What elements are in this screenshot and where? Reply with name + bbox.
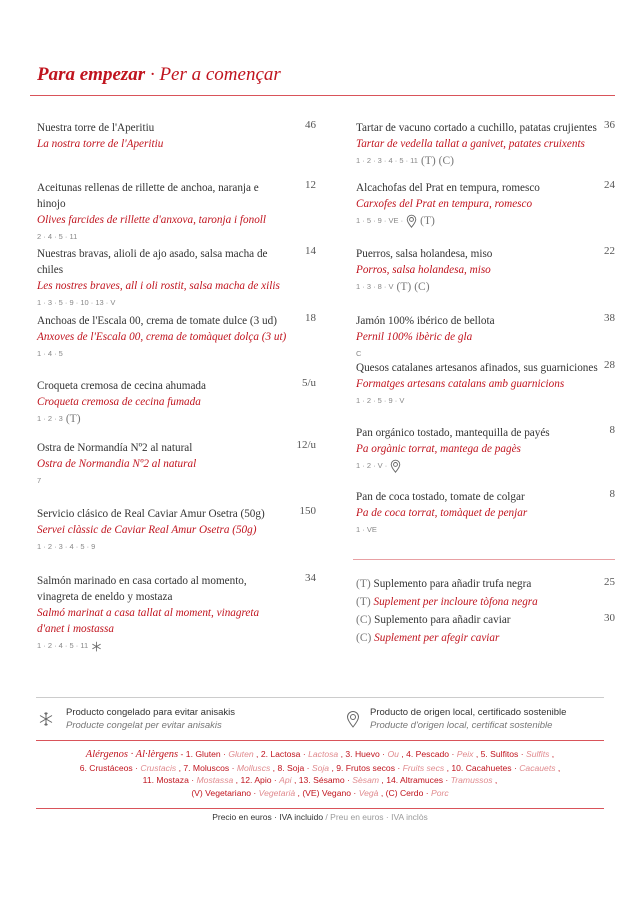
menu-item (37, 246, 287, 310)
legend-local-ca: Producte d'origen local, certificat sostenible (370, 720, 553, 731)
supplement-price: 25 (604, 576, 615, 588)
legend-local-es: Producto de origen local, certificado sostenible (370, 707, 567, 718)
menu-item (356, 425, 606, 473)
item-allergens (356, 214, 606, 228)
allergen-entry: 4. Pescado · Peix , (406, 749, 481, 759)
allergen-ca: Molluscs (236, 762, 271, 773)
allergen-es: 14. Altramuces (386, 775, 444, 785)
allergen-ca: Peix (456, 749, 474, 759)
item-allergens (37, 412, 287, 426)
allergen-entry: 1. Gluten · Gluten , (185, 749, 261, 759)
allergen-es: 7. Moluscos (183, 762, 230, 773)
item-name: Pan orgánico tostado, mantequilla de payés (356, 427, 550, 439)
price-note-sep: / (323, 812, 331, 822)
allergen-ca: Lactosa (308, 749, 339, 759)
allergen-codes: 1 · 2 · 3 (37, 414, 63, 423)
item-translation: La nostra torre de l'Aperitiu (37, 138, 164, 150)
badge: (T) (356, 596, 371, 608)
allergen-codes: 1 · 2 · 3 · 4 · 5 · 9 (37, 542, 96, 551)
allergen-entry: 14. Altramuces · Tramussos , (386, 775, 498, 785)
legend-frozen-es: Producto congelado para evitar anisakis (66, 707, 235, 718)
allergen-ca: Vegà (358, 787, 379, 798)
item-price: 46 (305, 119, 316, 131)
item-name: Aceitunas rellenas de rillette de anchoa, naranja e hinojo (37, 182, 259, 210)
badge: (T) (396, 281, 412, 293)
item-allergens (356, 459, 606, 473)
allergen-codes: 1 · 2 · V · (356, 461, 388, 470)
item-allergens (37, 639, 287, 653)
legend-frozen (38, 706, 235, 732)
badge: (T) (356, 578, 371, 590)
item-translation: Formatges artesans catalans amb guarnicions (356, 378, 565, 390)
allergen-es: (VE) Vegano (302, 787, 352, 798)
menu-item (356, 246, 606, 294)
allergen-entry: (VE) Vegano · Vegà , (302, 787, 386, 798)
allergen-es: 13. Sésamo (298, 775, 345, 785)
item-allergens (356, 347, 606, 361)
title-sep: · (145, 64, 160, 85)
item-translation: Pernil 100% ibèric de gla (356, 331, 473, 343)
allergen-codes: 1 · 4 · 5 (37, 349, 63, 358)
allergen-es: 8. Soja (277, 762, 305, 773)
section-title (37, 64, 281, 86)
item-price: 12 (305, 179, 316, 191)
allergen-entry: 9. Frutos secos · Fruits secs , (336, 762, 452, 773)
allergen-codes: C (356, 349, 362, 358)
item-translation: Carxofes del Prat en tempura, romesco (356, 198, 533, 210)
allergen-es: 12. Apio (240, 775, 272, 785)
supplement-price: 30 (604, 612, 615, 624)
allergens-legend: Alérgenos · Al·lèrgens - 1. Gluten · Gluten , 2. Lactosa · Lactosa , 3. Huevo · Ou , 4. Pescado · Peix , 5. Sulfitos · Sulfits , 6. Crustáceos · Crustacis , 7. Moluscos · Molluscs , 8. Soja · Soja , 9. Frutos secos · Fruits secs , 10. Cacahuetes · Cacauets , 11. Mostaza · Mostassa , 12. Apio · Api , 13. Sésamo · Sèsam , 14. Altramuces · Tramussos , (V) Vegetariano · Vegetarià , (VE) Vegano · Vegà , (C) Cerdo · Porc (79, 749, 561, 798)
item-translation: Croqueta cremosa de cecina fumada (37, 396, 201, 408)
supplement-name: Suplemento para añadir trufa negra (373, 578, 532, 590)
snowflake-icon (91, 641, 102, 652)
allergen-codes: 1 · 2 · 4 · 5 · 11 (37, 641, 89, 650)
allergen-ca: Ou (387, 749, 399, 759)
menu-item (37, 378, 287, 426)
supplement-divider (353, 559, 615, 560)
supplement-name: Suplemento para añadir caviar (374, 614, 511, 626)
allergen-ca: Api (279, 775, 292, 785)
allergen-es: 1. Gluten (185, 749, 221, 759)
allergen-es: 11. Mostaza (142, 775, 189, 785)
badge: (C) (438, 155, 454, 167)
legend-divider-bottom (36, 740, 604, 741)
footer-divider (36, 808, 604, 809)
allergen-codes: 1 · 5 · 9 · VE · (356, 216, 404, 225)
item-price: 8 (609, 424, 615, 436)
allergen-ca: Sèsam (352, 775, 380, 785)
item-allergens (37, 347, 287, 361)
menu-item (37, 120, 287, 152)
badge: (C) (356, 614, 372, 626)
allergen-es: 5. Sulfitos (480, 749, 519, 759)
menu-item (37, 440, 287, 488)
allergen-entry: 13. Sésamo · Sèsam , (298, 775, 387, 785)
allergen-es: 2. Lactosa (260, 749, 301, 759)
item-allergens (37, 540, 287, 554)
allergen-codes: 1 · 3 · 8 · V (356, 282, 394, 291)
item-translation: Tartar de vedella tallat a ganivet, patates cruixents (356, 138, 585, 150)
allergen-codes: 1 · VE (356, 525, 377, 534)
allergen-es: 6. Crustáceos (79, 762, 133, 773)
price-note-ca: Preu en euros · IVA inclòs (330, 812, 428, 822)
item-translation: Anxoves de l'Escala 00, crema de tomàquet dolça (3 ut) (37, 331, 287, 343)
item-translation: Ostra de Normandia Nº2 al natural (37, 458, 197, 470)
item-allergens (356, 394, 606, 408)
item-name: Quesos catalanes artesanos afinados, sus guarniciones (356, 362, 598, 374)
item-name: Servicio clásico de Real Caviar Amur Osetra (50g) (37, 508, 265, 520)
location-pin-icon (390, 459, 401, 473)
supplement-row (356, 630, 499, 646)
badge: (C) (414, 281, 430, 293)
item-name: Croqueta cremosa de cecina ahumada (37, 380, 206, 392)
legend-divider-top (36, 697, 604, 698)
allergen-es: 3. Huevo (345, 749, 380, 759)
menu-item (356, 489, 606, 537)
item-allergens (356, 154, 606, 168)
allergen-codes: 7 (37, 476, 42, 485)
item-name: Ostra de Normandía Nº2 al natural (37, 442, 193, 454)
legend-frozen-ca: Producte congelat per evitar anisakis (66, 720, 222, 731)
item-allergens (37, 474, 287, 488)
item-name: Jamón 100% ibérico de bellota (356, 315, 495, 327)
item-price: 5/u (301, 377, 316, 389)
allergen-ca: Tramussos (450, 775, 493, 785)
allergen-entry: 3. Huevo · Ou , (345, 749, 407, 759)
item-price: 24 (604, 179, 615, 191)
menu-item (37, 313, 287, 361)
allergen-entry: 6. Crustáceos · Crustacis , (79, 762, 184, 773)
item-price: 150 (299, 505, 316, 517)
item-translation: Les nostres braves, all i oli rostit, salsa macha de xilis (37, 280, 280, 292)
item-translation: Olives farcides de rillette d'anxova, taronja i fonoll (37, 214, 267, 226)
badge: (C) (356, 632, 372, 644)
item-name: Alcachofas del Prat en tempura, romesco (356, 182, 540, 194)
item-name: Salmón marinado en casa cortado al momento, vinagreta de eneldo y mostaza (37, 575, 247, 603)
allergen-es: 9. Frutos secos (336, 762, 395, 773)
menu-item (356, 120, 606, 168)
allergen-ca: Gluten (228, 749, 254, 759)
allergen-ca: Porc (431, 787, 449, 798)
item-allergens (356, 523, 606, 537)
badge: (T) (65, 413, 81, 425)
badge: (T) (420, 215, 435, 227)
item-name: Nuestra torre de l'Aperitiu (37, 122, 155, 134)
allergen-entry: 5. Sulfitos · Sulfits , (480, 749, 555, 759)
allergen-codes: 1 · 2 · 5 · 9 · V (356, 396, 405, 405)
item-price: 28 (604, 359, 615, 371)
menu-item (37, 506, 287, 554)
allergen-ca: Mostassa (196, 775, 234, 785)
allergen-entry: 10. Cacahuetes · Cacauets , (451, 762, 561, 773)
menu-item (356, 313, 606, 361)
allergen-ca: Vegetarià (258, 787, 296, 798)
item-name: Puerros, salsa holandesa, miso (356, 248, 493, 260)
snowflake-icon (38, 711, 54, 727)
item-translation: Servei clàssic de Caviar Real Amur Osetra (50g) (37, 524, 257, 536)
allergen-es: 4. Pescado (406, 749, 450, 759)
allergen-ca: Fruits secs (402, 762, 445, 773)
allergen-es: (C) Cerdo (385, 787, 424, 798)
allergen-ca: Cacauets (519, 762, 556, 773)
allergen-codes: 2 · 4 · 5 · 11 (37, 232, 78, 241)
title-ca: Per a començar (159, 64, 281, 85)
allergen-entry: 11. Mostaza · Mostassa , (142, 775, 241, 785)
supplement-row (356, 612, 511, 628)
item-translation: Pa de coca torrat, tomàquet de penjar (356, 507, 528, 519)
item-translation: Salmó marinat a casa tallat al moment, vinagreta d'anet i mostassa (37, 607, 260, 635)
supplement-row (356, 576, 531, 592)
allergens-heading: Alérgenos · Al·lèrgens (85, 749, 179, 760)
item-price: 34 (305, 572, 316, 584)
item-allergens (356, 280, 606, 294)
supplement-translation: Suplement per incloure tòfona negra (373, 596, 538, 608)
item-name: Nuestras bravas, alioli de ajo asado, salsa macha de chiles (37, 248, 268, 276)
allergen-ca: Soja (311, 762, 330, 773)
item-allergens (37, 230, 287, 244)
menu-item (37, 573, 287, 653)
title-es: Para empezar (37, 64, 146, 85)
item-price: 38 (604, 312, 615, 324)
price-note-es: Precio en euros · IVA incluido (212, 812, 324, 822)
location-pin-icon (346, 710, 360, 728)
item-price: 18 (305, 312, 316, 324)
allergen-ca: Sulfits (526, 749, 550, 759)
item-name: Anchoas de l'Escala 00, crema de tomate dulce (3 ud) (37, 315, 277, 327)
location-pin-icon (406, 214, 417, 228)
allergen-entry: 12. Apio · Api , (240, 775, 299, 785)
item-allergens (37, 296, 287, 310)
supplement-translation: Suplement per afegir caviar (374, 632, 500, 644)
item-price: 36 (604, 119, 615, 131)
item-price: 14 (305, 245, 316, 257)
item-price: 22 (604, 245, 615, 257)
menu-item (356, 180, 606, 228)
item-name: Pan de coca tostado, tomate de colgar (356, 491, 525, 503)
allergen-entry: 8. Soja · Soja , (277, 762, 337, 773)
item-translation: Pa orgànic torrat, mantega de pagès (356, 443, 521, 455)
title-divider (30, 95, 615, 96)
item-translation: Porros, salsa holandesa, miso (356, 264, 491, 276)
allergen-es: (V) Vegetariano (191, 787, 252, 798)
allergen-entry: 2. Lactosa · Lactosa , (260, 749, 346, 759)
allergen-entry: (C) Cerdo · Porc (385, 787, 449, 798)
item-price: 12/u (296, 439, 316, 451)
allergen-entry: (V) Vegetariano · Vegetarià , (191, 787, 303, 798)
price-note (0, 812, 640, 822)
allergen-codes: 1 · 2 · 3 · 4 · 5 · 11 (356, 156, 418, 165)
supplement-row (356, 594, 538, 610)
menu-item (37, 180, 287, 244)
allergen-entry: 7. Moluscos · Molluscs , (183, 762, 278, 773)
badge: (T) (420, 155, 436, 167)
item-name: Tartar de vacuno cortado a cuchillo, patatas crujientes (356, 122, 597, 134)
allergen-codes: 1 · 3 · 5 · 9 · 10 · 13 · V (37, 298, 116, 307)
legend-local (346, 706, 566, 732)
allergen-ca: Crustacis (140, 762, 177, 773)
item-price: 8 (609, 488, 615, 500)
menu-item (356, 360, 606, 408)
allergen-es: 10. Cacahuetes (451, 762, 512, 773)
